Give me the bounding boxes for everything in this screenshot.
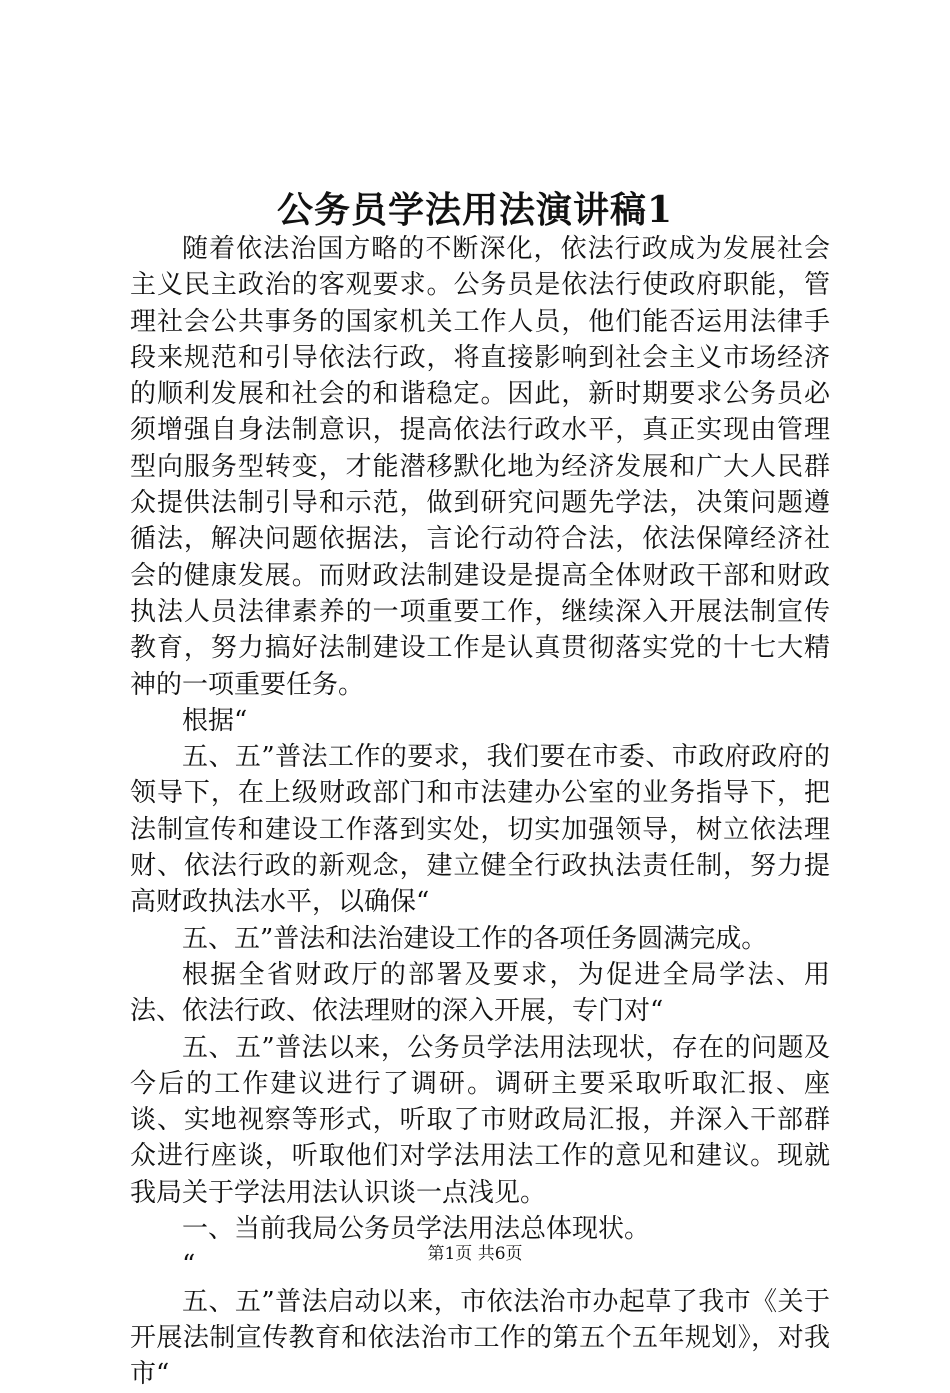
page-footer: 第1页 共6页 [427,1244,523,1264]
paragraph-research: 五、五”普法以来，公务员学法用法现状，存在的问题及今后的工作建议进行了调研。调研主要采取听取汇报、座谈、实地视察等形式，听取了市财政局汇报，并深入干部群众进行座谈，听取他们对学法用法工作的意见和建议。现就我局关于学法用法认识谈一点浅见。 [130,1032,830,1208]
paragraph-fifth-plan-requirements: 五、五”普法工作的要求，我们要在市委、市政府政府的领导下，在上级财政部门和市法建办公室的业务指导下，把法制宣传和建设工作落到实处，切实加强领导，树立依法理财、依法行政的新观念，建立健全行政执法责任制，努力提高财政执法水平，以确保“ [130,742,830,918]
paragraph-fifth-plan-completion: 五、五”普法和法治建设工作的各项任务圆满完成。 [182,923,768,954]
paragraph-province-deployment: 根据全省财政厅的部署及要求，为促进全局学法、用法、依法行政、依法理财的深入开展，专门对“ [130,959,830,1027]
paragraph-according-to: 根据“ [182,705,248,736]
paragraph-quote-mark: “ [182,1250,196,1281]
paragraph-intro: 随着依法治国方略的不断深化，依法行政成为发展社会主义民主政治的客观要求。公务员是依法行使政府职能，管理社会公共事务的国家机关工作人员，他们能否运用法律手段来规范和引导依法行政，将直接影响到社会主义市场经济的顺利发展和社会的和谐稳定。因此，新时期要求公务员必须增强自身法制意识，提高依法行政水平，真正实现由管理型向服务型转变，才能潜移默化地为经济发展和广大人民群众提供法制引导和示范，做到研究问题先学法，决策问题遵循法，解决问题依据法，言论行动符合法，依法保障经济社会的健康发展。而财政法制建设是提高全体财政干部和财政执法人员法律素养的一项重要工作，继续深入开展法制宣传教育，努力搞好法制建设工作是认真贯彻落实党的十七大精神的一项重要任务。 [130,234,830,700]
paragraph-since-launch: 五、五”普法启动以来，市依法治市办起草了我市《关于开展法制宣传教育和依法治市工作的第五个五年规划》，对我市“ [130,1286,830,1390]
paragraph-section-heading-1: 一、当前我局公务员学法用法总体现状。 [182,1214,651,1245]
document-title: 公务员学法用法演讲稿1 [276,189,674,231]
document-body [130,231,830,1393]
